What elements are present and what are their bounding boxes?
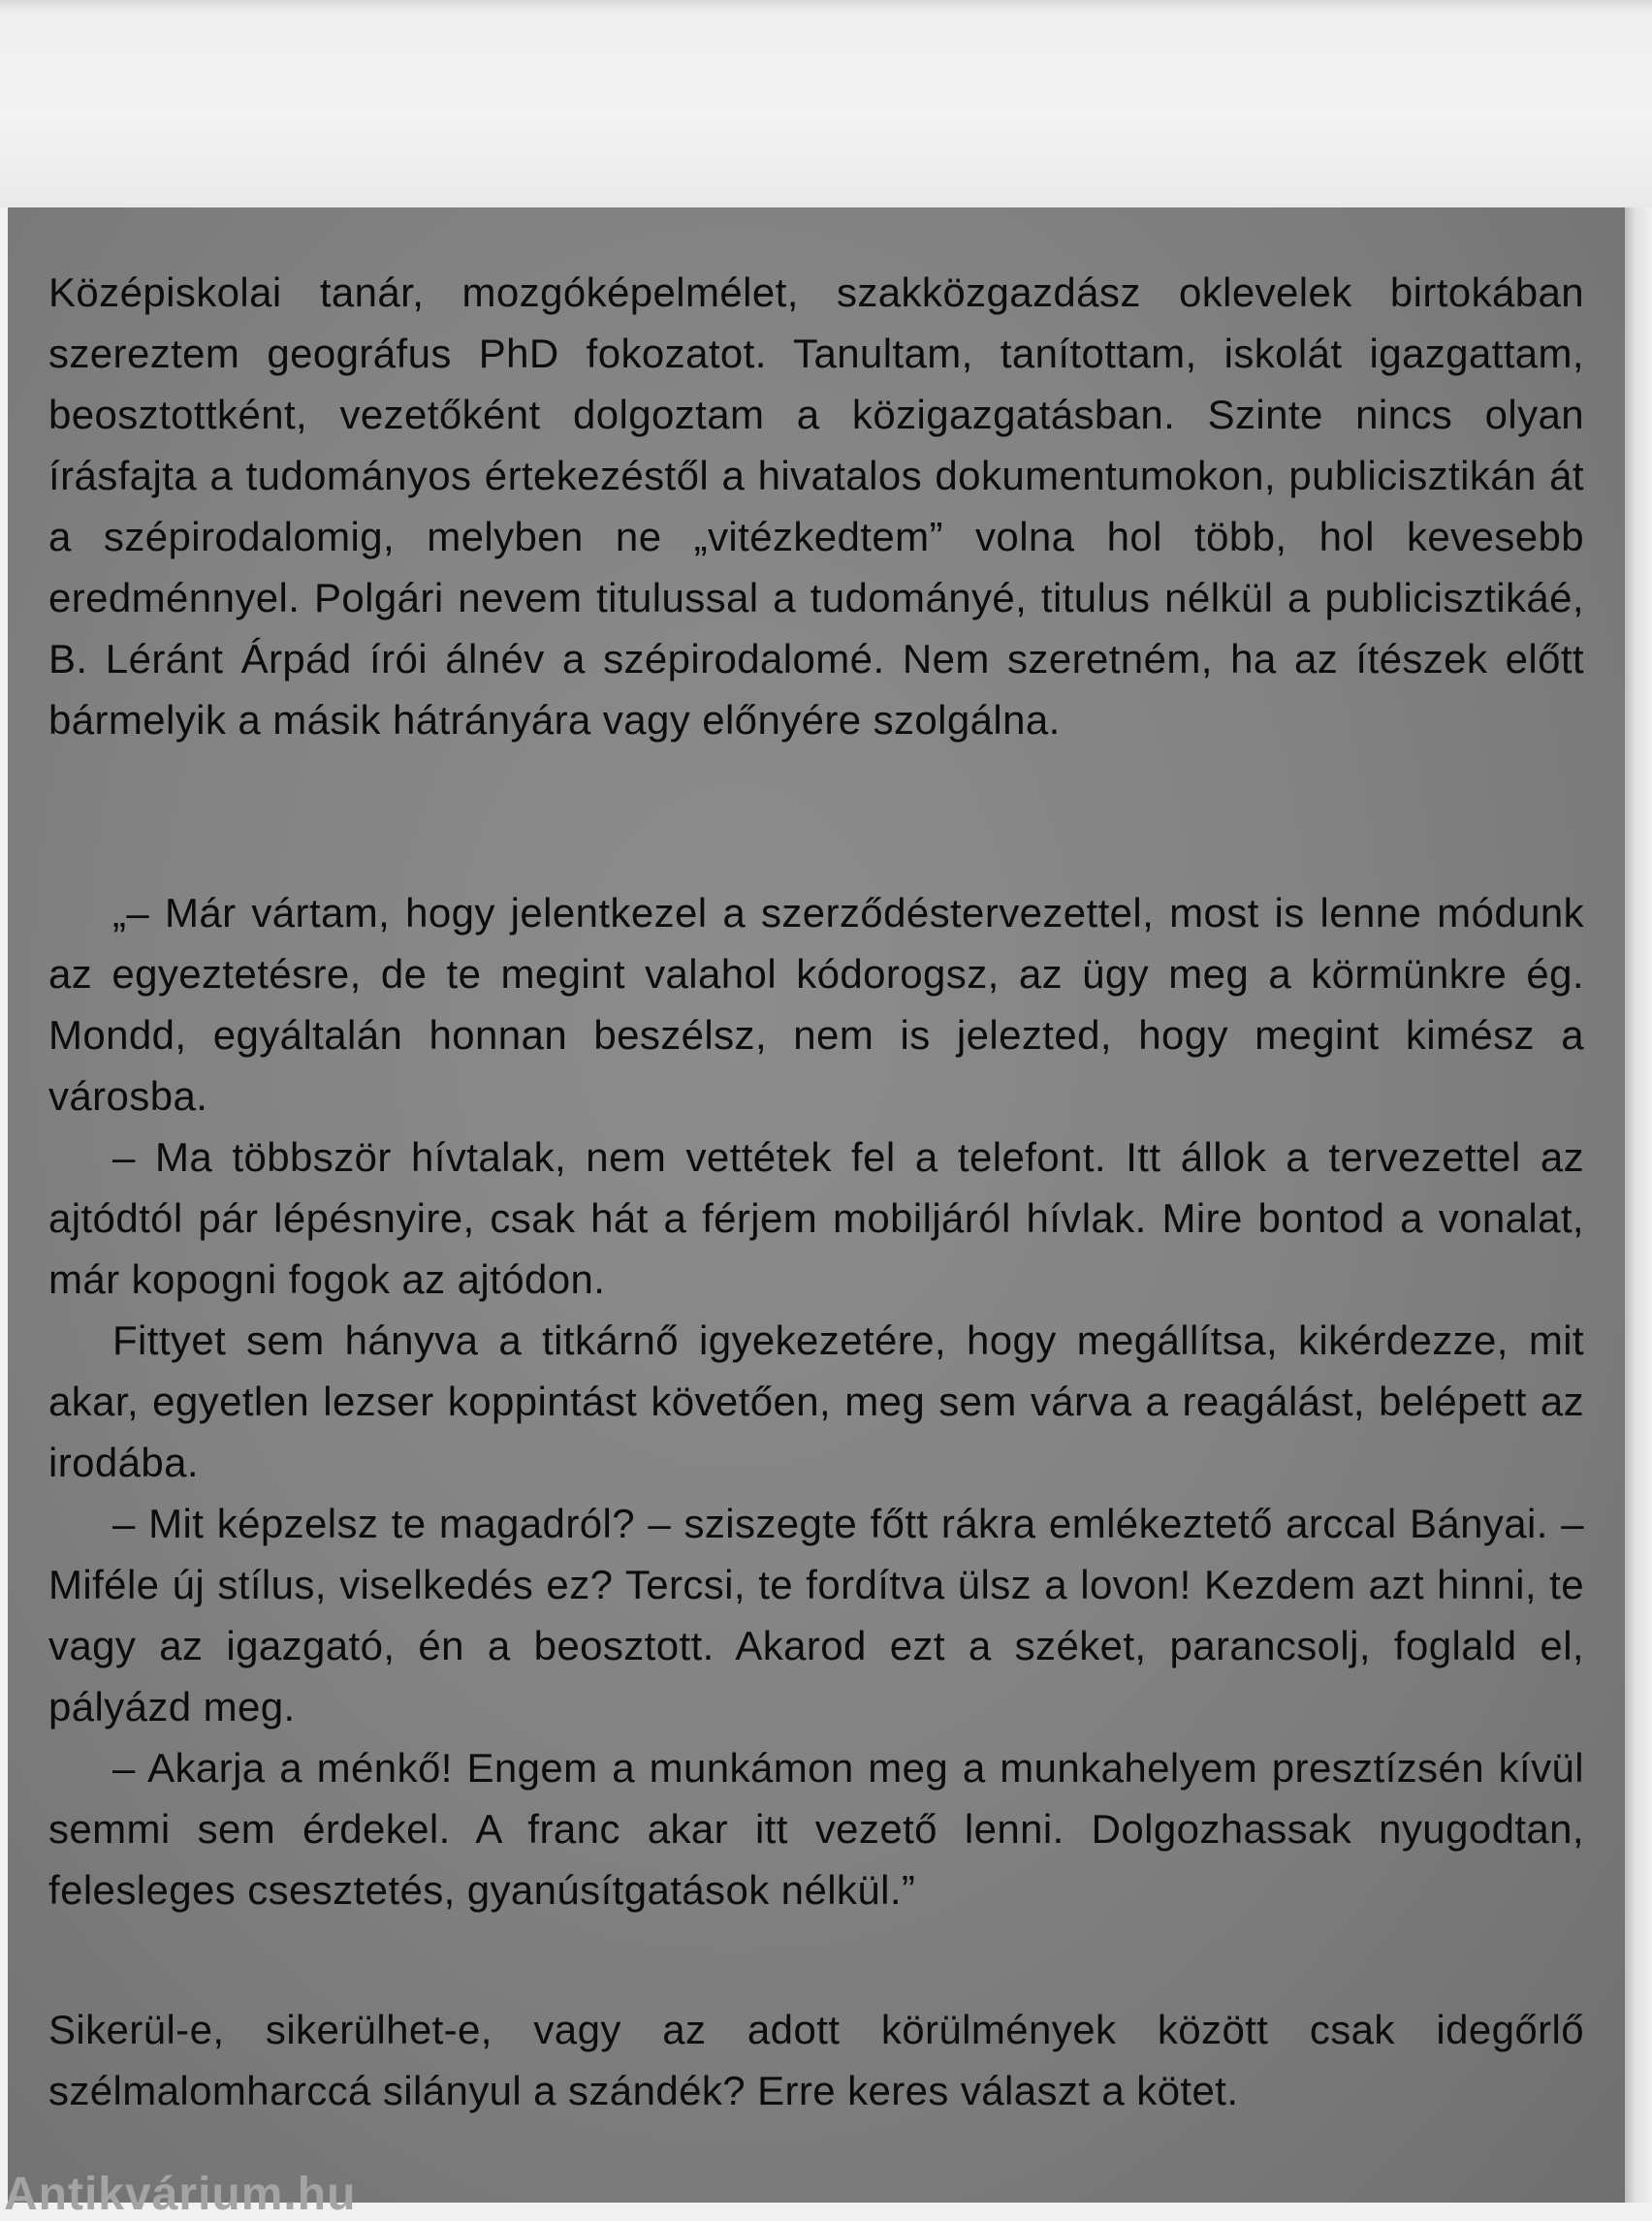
top-margin: [0, 0, 1652, 207]
book-spine-edge: [1625, 207, 1652, 2203]
excerpt-paragraph-2: – Ma többször hívtalak, nem vettétek fel a telefont. Itt állok a tervezettel az ajtódtól pár lépésnyire, csak hát a férjem mobiljáról hívlak. Mire bontod a vonalat, már kopogni fogok az ajtódon.: [48, 1134, 1584, 1302]
excerpt-paragraph-4: – Mit képzelsz te magadról? – sziszegte főtt rákra emlékeztető arccal Bányai. – Miféle új stílus, viselkedés ez? Tercsi, te fordítva ülsz a lovon! Kezdem azt hinni, te vagy az igazgató, én a beosztott. Akarod ezt a széket, parancsolj, foglald el, pályázd meg.: [48, 1501, 1584, 1729]
author-bio-paragraph: Középiskolai tanár, mozgóképelmélet, szakközgazdász oklevelek birtokában szereztem geográfus PhD fokozatot. Tanultam, tanítottam, iskolát igazgattam, beosztottként, vezetőként dolgoztam a közigazgatásban. Szinte nincs olyan írásfajta a tudományos értekezéstől a hivatalos dokumentumokon, publicisztikán át a szépirodalomig, melyben ne „vitézkedtem” volna hol több, hol kevesebb eredménnyel. Polgári nevem titulussal a tudományé, titulus nélkül a publicisztikáé, B. Léránt Árpád írói álnév a szépirodalomé. Nem szeretném, ha az ítészek előtt bármelyik a másik hátrányára vagy előnyére szolgálna.: [48, 270, 1584, 743]
excerpt-paragraph-1: „– Már vártam, hogy jelentkezel a szerződéstervezettel, most is lenne módunk az egyeztetésre, de te megint valahol kódorogsz, az ügy meg a körmünkre ég. Mondd, egyáltalán honnan beszélsz, nem is jelezted, hogy megint kimész a városba.: [48, 890, 1584, 1119]
closing-paragraph: Sikerül-e, sikerülhet-e, vagy az adott körülmények között csak idegőrlő szélmalomharccá silányul a szándék? Erre keres választ a kötet.: [48, 2007, 1584, 2113]
closing-question: [48, 1999, 1584, 2121]
book-excerpt: [48, 882, 1584, 1920]
author-bio: [48, 262, 1584, 750]
watermark: Antikvárium.hu: [4, 2169, 357, 2220]
excerpt-paragraph-3: Fittyet sem hányva a titkárnő igyekezetére, hogy megállítsa, kikérdezze, mit akar, egyetlen lezser koppintást követően, meg sem várva a reagálást, belépett az irodába.: [48, 1317, 1584, 1485]
excerpt-paragraph-5: – Akarja a ménkő! Engem a munkámon meg a munkahelyem presztízsén kívül semmi sem érdekel. A franc akar itt vezető lenni. Dolgozhassak nyugodtan, felesleges csesztetés, gyanúsítgatások nélkül.”: [48, 1745, 1584, 1913]
